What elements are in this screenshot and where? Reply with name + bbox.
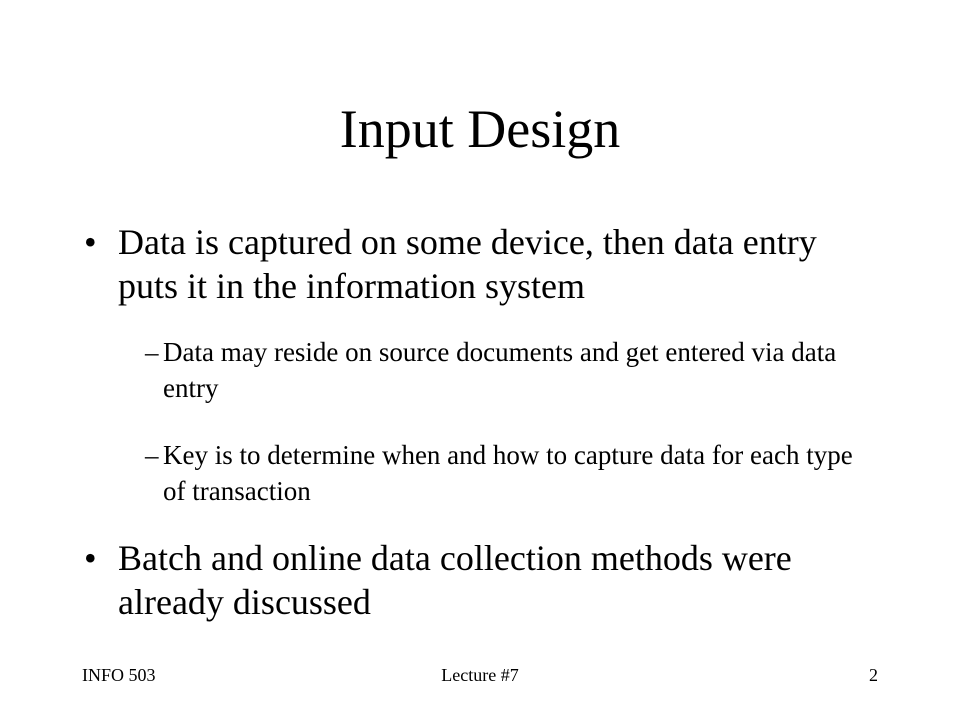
footer-page-number: 2 [869,665,878,685]
footer-lecture: Lecture #7 [441,665,519,685]
slide-title: Input Design [339,99,621,159]
bullet-item-1 [84,220,874,308]
bullet-text: Batch and online data collection methods were already discussed [118,538,792,622]
sub-bullet-item-1 [145,334,865,406]
sub-bullet-marker: – [145,337,159,367]
sub-bullet-marker: – [145,440,159,470]
bullet-marker: • [84,538,97,578]
sub-bullet-text: Data may reside on source documents and get entered via data entry [163,337,837,403]
bullet-text: Data is captured on some device, then data entry puts it in the information system [118,222,817,306]
bullet-item-2 [84,536,874,624]
bullet-marker: • [84,222,97,262]
sub-bullet-text: Key is to determine when and how to capture data for each type of transaction [163,440,853,506]
footer-course: INFO 503 [82,665,156,685]
sub-bullet-item-2 [145,437,865,509]
